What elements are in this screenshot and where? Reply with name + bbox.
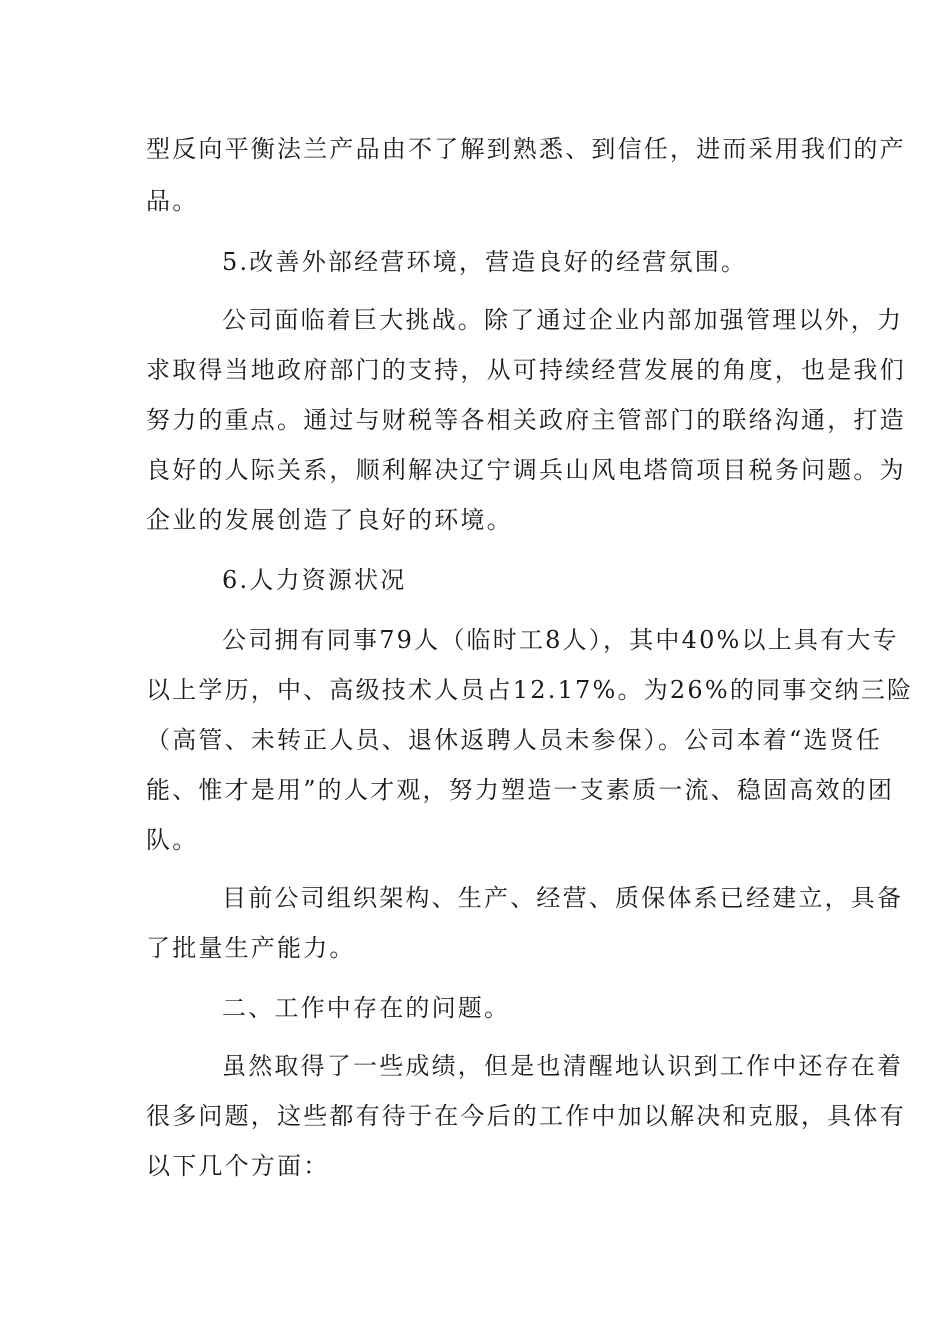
text-line: 能、惟才是用”的人才观，努力塑造一支素质一流、稳固高效的团 — [146, 776, 895, 804]
text-line: 以上学历，中、高级技术人员占12.17%。为26%的同事交纳三险 — [146, 676, 914, 704]
text-line: 队。 — [146, 826, 199, 854]
text-line: 公司拥有同事79人（临时工8人），其中40%以上具有大专 — [222, 626, 899, 654]
text-line: 良好的人际关系，顺利解决辽宁调兵山风电塔筒项目税务问题。为 — [146, 456, 906, 484]
text-line: 求取得当地政府部门的支持，从可持续经营发展的角度，也是我们 — [146, 356, 906, 384]
text-line: 品。 — [146, 187, 199, 215]
text-line: 企业的发展创造了良好的环境。 — [146, 506, 513, 534]
text-line: 以下几个方面： — [146, 1152, 330, 1180]
section-heading: 6.人力资源状况 — [222, 566, 407, 594]
text-line: 虽然取得了一些成绩，但是也清醒地认识到工作中还存在着 — [222, 1052, 904, 1080]
text-line: 了批量生产能力。 — [146, 934, 356, 962]
text-line: （高管、未转正人员、退休返聘人员未参保）。公司本着“选贤任 — [146, 726, 883, 754]
section-heading: 5.改善外部经营环境，营造良好的经营氛围。 — [222, 248, 748, 276]
section-heading: 二、工作中存在的问题。 — [222, 994, 511, 1022]
text-line: 目前公司组织架构、生产、经营、质保体系已经建立，具备 — [222, 884, 904, 912]
text-line: 很多问题，这些都有待于在今后的工作中加以解决和克服，具体有 — [146, 1102, 906, 1130]
text-line: 型反向平衡法兰产品由不了解到熟悉、到信任，进而采用我们的产 — [146, 135, 906, 163]
text-line: 公司面临着巨大挑战。除了通过企业内部加强管理以外，力 — [222, 306, 904, 334]
text-line: 努力的重点。通过与财税等各相关政府主管部门的联络沟通，打造 — [146, 406, 906, 434]
